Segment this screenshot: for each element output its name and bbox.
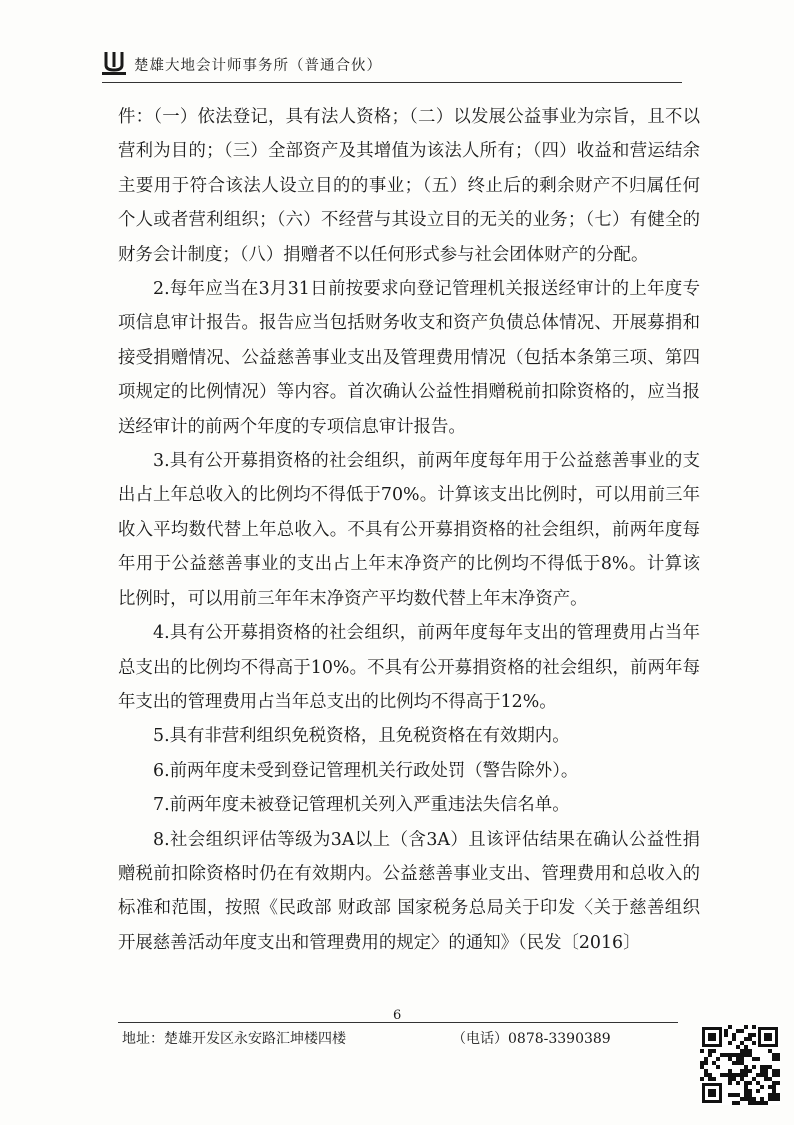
- document-body: [118, 100, 700, 960]
- firm-name: 楚雄大地会计师事务所（普通合伙）: [134, 58, 382, 74]
- footer-address: 地址：楚雄开发区永安路汇坤楼四楼: [122, 1031, 346, 1047]
- firm-logo-icon: [102, 50, 126, 76]
- body-paragraph: 8.社会组织评估等级为3A以上（含3A）且该评估结果在确认公益性捐赠税前扣除资格时仍在有效期内。公益慈善事业支出、管理费用和总收入的标准和范围，按照《民政部 财政部 国家税务总局关于印发〈关于慈善组织开展慈善活动年度支出和管理费用的规定〉的通知》（民发〔2016〕: [118, 829, 700, 953]
- footer-phone: （电话）0878-3390389: [452, 1031, 611, 1047]
- body-paragraph: 件：（一）依法登记，具有法人资格；（二）以发展公益事业为宗旨，且不以营利为目的；（三）全部资产及其增值为该法人所有；（四）收益和营运结余主要用于符合该法人设立目的的事业；（五）终止后的剩余财产不归属任何个人或者营利组织；（六）不经营与其设立目的无关的业务；（七）有健全的财务会计制度；（八）捐赠者不以任何形式参与社会团体财产的分配。: [118, 107, 700, 265]
- body-paragraph: 2.每年应当在3月31日前按要求向登记管理机关报送经审计的上年度专项信息审计报告。报告应当包括财务收支和资产负债总体情况、开展募捐和接受捐赠情况、公益慈善事业支出及管理费用情况（包括本条第三项、第四项规定的比例情况）等内容。首次确认公益性捐赠税前扣除资格的，应当报送经审计的前两个年度的专项信息审计报告。: [118, 279, 700, 437]
- body-paragraph: 6.前两年度未受到登记管理机关行政处罚（警告除外）。: [153, 760, 579, 781]
- page-number: 6: [393, 1008, 402, 1023]
- body-paragraph: 3.具有公开募捐资格的社会组织，前两年度每年用于公益慈善事业的支出占上年总收入的比例均不得低于70%。计算该支出比例时，可以用前三年收入平均数代替上年总收入。不具有公开募捐资格的社会组织，前两年度每年用于公益慈善事业的支出占上年末净资产的比例均不得低于8%。计算该比例时，可以用前三年年末净资产平均数代替上年末净资产。: [118, 451, 700, 609]
- page-header: [102, 46, 682, 83]
- qr-code-icon: [700, 1025, 780, 1105]
- body-paragraph: 5.具有非营利组织免税资格，且免税资格在有效期内。: [153, 726, 570, 747]
- body-paragraph: 4.具有公开募捐资格的社会组织，前两年度每年支出的管理费用占当年总支出的比例均不得高于10%。不具有公开募捐资格的社会组织，前两年每年支出的管理费用占当年总支出的比例均不得高于12%。: [118, 623, 700, 712]
- body-paragraph: 7.前两年度未被登记管理机关列入严重违法失信名单。: [153, 795, 570, 816]
- footer-divider: [118, 1022, 678, 1023]
